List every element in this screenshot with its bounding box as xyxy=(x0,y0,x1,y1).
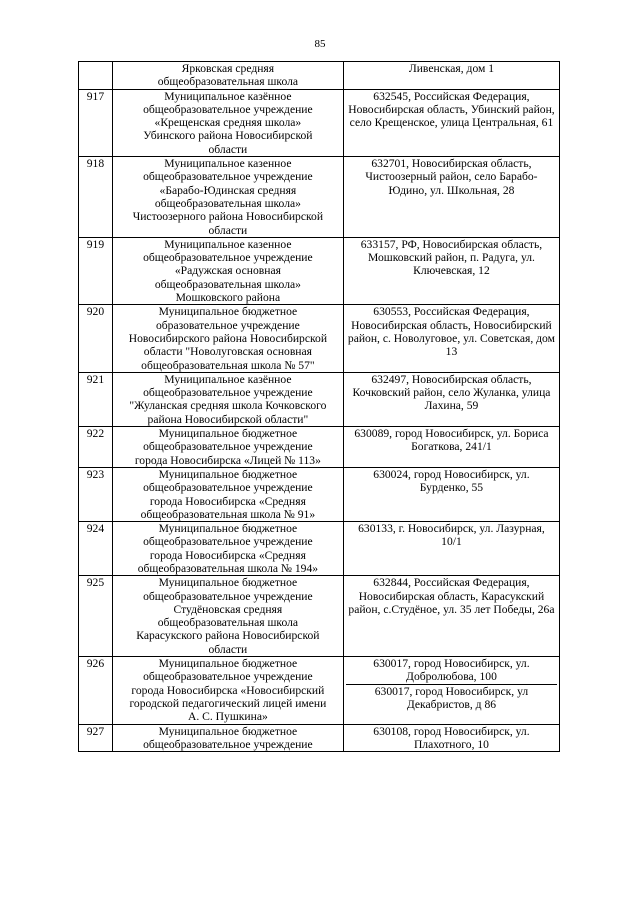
institution-name-line: района Новосибирской области" xyxy=(147,412,309,426)
address-line: 10/1 xyxy=(441,535,462,549)
institution-name-line: общеобразовательное учреждение xyxy=(143,170,313,184)
address-line: 632497, Новосибирская область, xyxy=(371,372,532,386)
address-line: 632844, Российская Федерация, xyxy=(373,576,530,590)
row-number: 926 xyxy=(79,657,113,724)
institution-name-line: общеобразовательное учреждение xyxy=(143,535,313,549)
institution-name-line: общеобразовательное учреждение xyxy=(143,440,313,454)
institution-name-line: Муниципальное бюджетное xyxy=(158,724,298,738)
institution-name-line: области xyxy=(208,142,248,156)
address-line: Мошковский район, п. Радуга, ул. xyxy=(367,251,535,265)
institutions-table xyxy=(78,61,560,752)
institution-name xyxy=(112,62,343,90)
address-line: район, с.Студёное, ул. 35 лет Победы, 26а xyxy=(348,602,555,616)
institution-address xyxy=(343,237,559,304)
address-block xyxy=(346,238,557,278)
institution-name-line: области "Новолуговская основная xyxy=(143,345,312,359)
table-row xyxy=(79,89,560,156)
table-row xyxy=(79,237,560,304)
institution-name-line: Чистоозерного района Новосибирской xyxy=(132,210,324,224)
institution-name-line: Карасукского района Новосибирской xyxy=(136,629,320,643)
address-line: 13 xyxy=(445,345,458,359)
institution-name-line: Муниципальное бюджетное xyxy=(158,305,298,319)
address-line: Декабристов, д 86 xyxy=(406,697,497,711)
institution-name-line: Убинского района Новосибирской xyxy=(143,129,313,143)
institution-name-line: города Новосибирска «Средняя xyxy=(149,494,306,508)
institution-address xyxy=(343,62,559,90)
address-block xyxy=(346,90,557,130)
address-line: Ливенская, дом 1 xyxy=(408,62,495,75)
institution-name-line: «Радужская основная xyxy=(174,264,281,278)
institution-name-line: общеобразовательное учреждение xyxy=(143,251,313,265)
address-line: 630553, Российская Федерация, xyxy=(373,305,530,319)
row-number: 927 xyxy=(79,724,113,752)
institution-name-line: общеобразовательное учреждение xyxy=(143,102,313,116)
address-block xyxy=(346,576,557,616)
address-line: Юдино, ул. Школьная, 28 xyxy=(388,183,515,197)
address-line: Добролюбова, 100 xyxy=(406,670,497,684)
institution-name-line: города Новосибирска «Лицей № 113» xyxy=(134,453,321,467)
row-number: 924 xyxy=(79,522,113,576)
table-row xyxy=(79,305,560,372)
institution-address xyxy=(343,157,559,238)
institution-address xyxy=(343,657,559,724)
address-line: Чистоозерный район, село Барабо- xyxy=(365,170,538,184)
institution-name-line: общеобразовательная школа» xyxy=(154,277,301,291)
institution-address xyxy=(343,89,559,156)
row-number: 925 xyxy=(79,576,113,657)
institution-name-line: А. С. Пушкина» xyxy=(187,710,268,724)
institution-name-line: области xyxy=(208,223,248,237)
address-line: 630108, город Новосибирск, ул. xyxy=(373,724,530,738)
page-number: 85 xyxy=(314,38,326,50)
address-line: Новосибирская область, Убинский район, xyxy=(348,102,555,116)
institution-address xyxy=(343,305,559,372)
address-block xyxy=(346,725,557,752)
institution-name-line: Муниципальное казенное xyxy=(164,237,292,251)
address-line: 630133, г. Новосибирск, ул. Лазурная, xyxy=(358,522,545,536)
row-number: 920 xyxy=(79,305,113,372)
address-block xyxy=(346,427,557,454)
address-line: 632701, Новосибирская область, xyxy=(371,157,532,171)
institution-name xyxy=(112,237,343,304)
institution-name xyxy=(112,372,343,426)
address-block xyxy=(346,157,557,197)
institution-name xyxy=(112,576,343,657)
institution-name-line: общеобразовательное учреждение xyxy=(143,386,313,400)
institution-name-line: Муниципальное бюджетное xyxy=(158,427,298,441)
institution-name-line: Муниципальное бюджетное xyxy=(158,522,298,536)
address-block xyxy=(346,305,557,358)
institution-name xyxy=(112,467,343,521)
institution-name-line: «Барабо-Юдинская средняя xyxy=(159,183,297,197)
institution-name xyxy=(112,305,343,372)
institution-name-line: общеобразовательная школа xyxy=(157,75,299,89)
row-number: 917 xyxy=(79,89,113,156)
institution-name xyxy=(112,522,343,576)
table-row xyxy=(79,157,560,238)
table-row xyxy=(79,427,560,468)
address-line: Плахотного, 10 xyxy=(413,737,489,751)
institution-name-line: общеобразовательная школа № 91» xyxy=(140,507,316,521)
table-body xyxy=(79,62,560,752)
institution-name-line: Мошковского района xyxy=(175,291,281,305)
institution-name-line: общеобразовательное учреждение xyxy=(143,737,313,751)
table-row xyxy=(79,467,560,521)
table-row xyxy=(79,62,560,90)
institution-address xyxy=(343,522,559,576)
institution-name-line: общеобразовательное учреждение xyxy=(143,481,313,495)
institution-name-line: «Крещенская средняя школа» xyxy=(154,116,302,130)
institution-name xyxy=(112,427,343,468)
institution-name-line: Новосибирского района Новосибирской xyxy=(128,331,328,345)
address-line: 630017, город Новосибирск, ул. xyxy=(373,657,530,671)
institution-address xyxy=(343,576,559,657)
address-line: Новосибирская область, Новосибирский xyxy=(351,318,552,332)
address-block xyxy=(346,684,557,712)
institution-name-line: Муниципальное бюджетное xyxy=(158,657,298,671)
institution-name-line: Муниципальное бюджетное xyxy=(158,467,298,481)
address-block xyxy=(346,373,557,413)
institution-name xyxy=(112,157,343,238)
address-line: Кочковский район, село Жуланка, улица xyxy=(352,386,551,400)
address-line: Ключевская, 12 xyxy=(413,264,490,278)
row-number: 922 xyxy=(79,427,113,468)
institution-name-line: области xyxy=(208,642,248,656)
institution-name-line: общеобразовательная школа № 194» xyxy=(137,561,319,575)
row-number: 919 xyxy=(79,237,113,304)
institution-name-line: общеобразовательная школа № 57" xyxy=(141,358,315,372)
institution-name-line: города Новосибирска «Новосибирский xyxy=(131,683,325,697)
address-line: Новосибирская область, Карасукский xyxy=(358,589,545,603)
institution-name-line: Муниципальное казённое xyxy=(164,372,292,386)
table-row xyxy=(79,576,560,657)
institution-name xyxy=(112,657,343,724)
institution-name-line: общеобразовательное учреждение xyxy=(143,670,313,684)
address-line: Лахина, 59 xyxy=(424,399,479,413)
institution-name-line: общеобразовательная школа» xyxy=(154,196,301,210)
address-line: 630024, город Новосибирск, ул. xyxy=(373,467,530,481)
address-line: район, с. Новолуговое, ул. Советская, дом xyxy=(347,331,555,345)
institution-name-line: общеобразовательная школа xyxy=(157,616,299,630)
institution-name xyxy=(112,724,343,752)
address-line: Богаткова, 241/1 xyxy=(411,440,492,454)
institution-name-line: образовательное учреждение xyxy=(155,318,300,332)
address-line: 633157, РФ, Новосибирская область, xyxy=(360,237,543,251)
institution-name-line: городской педагогический лицей имени xyxy=(129,696,327,710)
institution-name-line: Муниципальное казённое xyxy=(164,89,292,103)
table-row xyxy=(79,522,560,576)
institution-name-line: Муниципальное казенное xyxy=(164,157,292,171)
institution-address xyxy=(343,724,559,752)
address-block xyxy=(346,62,557,75)
institution-name-line: общеобразовательное учреждение xyxy=(143,589,313,603)
institution-name-line: Студёновская средняя xyxy=(173,602,283,616)
address-line: Бурденко, 55 xyxy=(419,481,484,495)
table-row xyxy=(79,724,560,752)
institution-name-line: Муниципальное бюджетное xyxy=(158,576,298,590)
address-line: 632545, Российская Федерация, xyxy=(373,89,530,103)
address-line: 630089, город Новосибирск, ул. Бориса xyxy=(354,427,549,441)
address-line: село Крещенское, улица Центральная, 61 xyxy=(349,116,554,130)
address-line: 630017, город Новосибирск, ул xyxy=(374,684,529,698)
row-number: 921 xyxy=(79,372,113,426)
institution-name-line: Ярковская средняя xyxy=(181,62,275,75)
institution-name-line: "Жуланская средняя школа Кочковского xyxy=(129,399,327,413)
address-block xyxy=(346,468,557,495)
row-number: 923 xyxy=(79,467,113,521)
institution-address xyxy=(343,372,559,426)
address-block xyxy=(346,657,557,684)
row-number xyxy=(79,62,113,90)
institution-address xyxy=(343,467,559,521)
institution-name-line: города Новосибирска «Средняя xyxy=(149,548,306,562)
address-block xyxy=(346,522,557,549)
institution-name xyxy=(112,89,343,156)
table-row xyxy=(79,372,560,426)
row-number: 918 xyxy=(79,157,113,238)
table-row xyxy=(79,657,560,724)
institution-address xyxy=(343,427,559,468)
